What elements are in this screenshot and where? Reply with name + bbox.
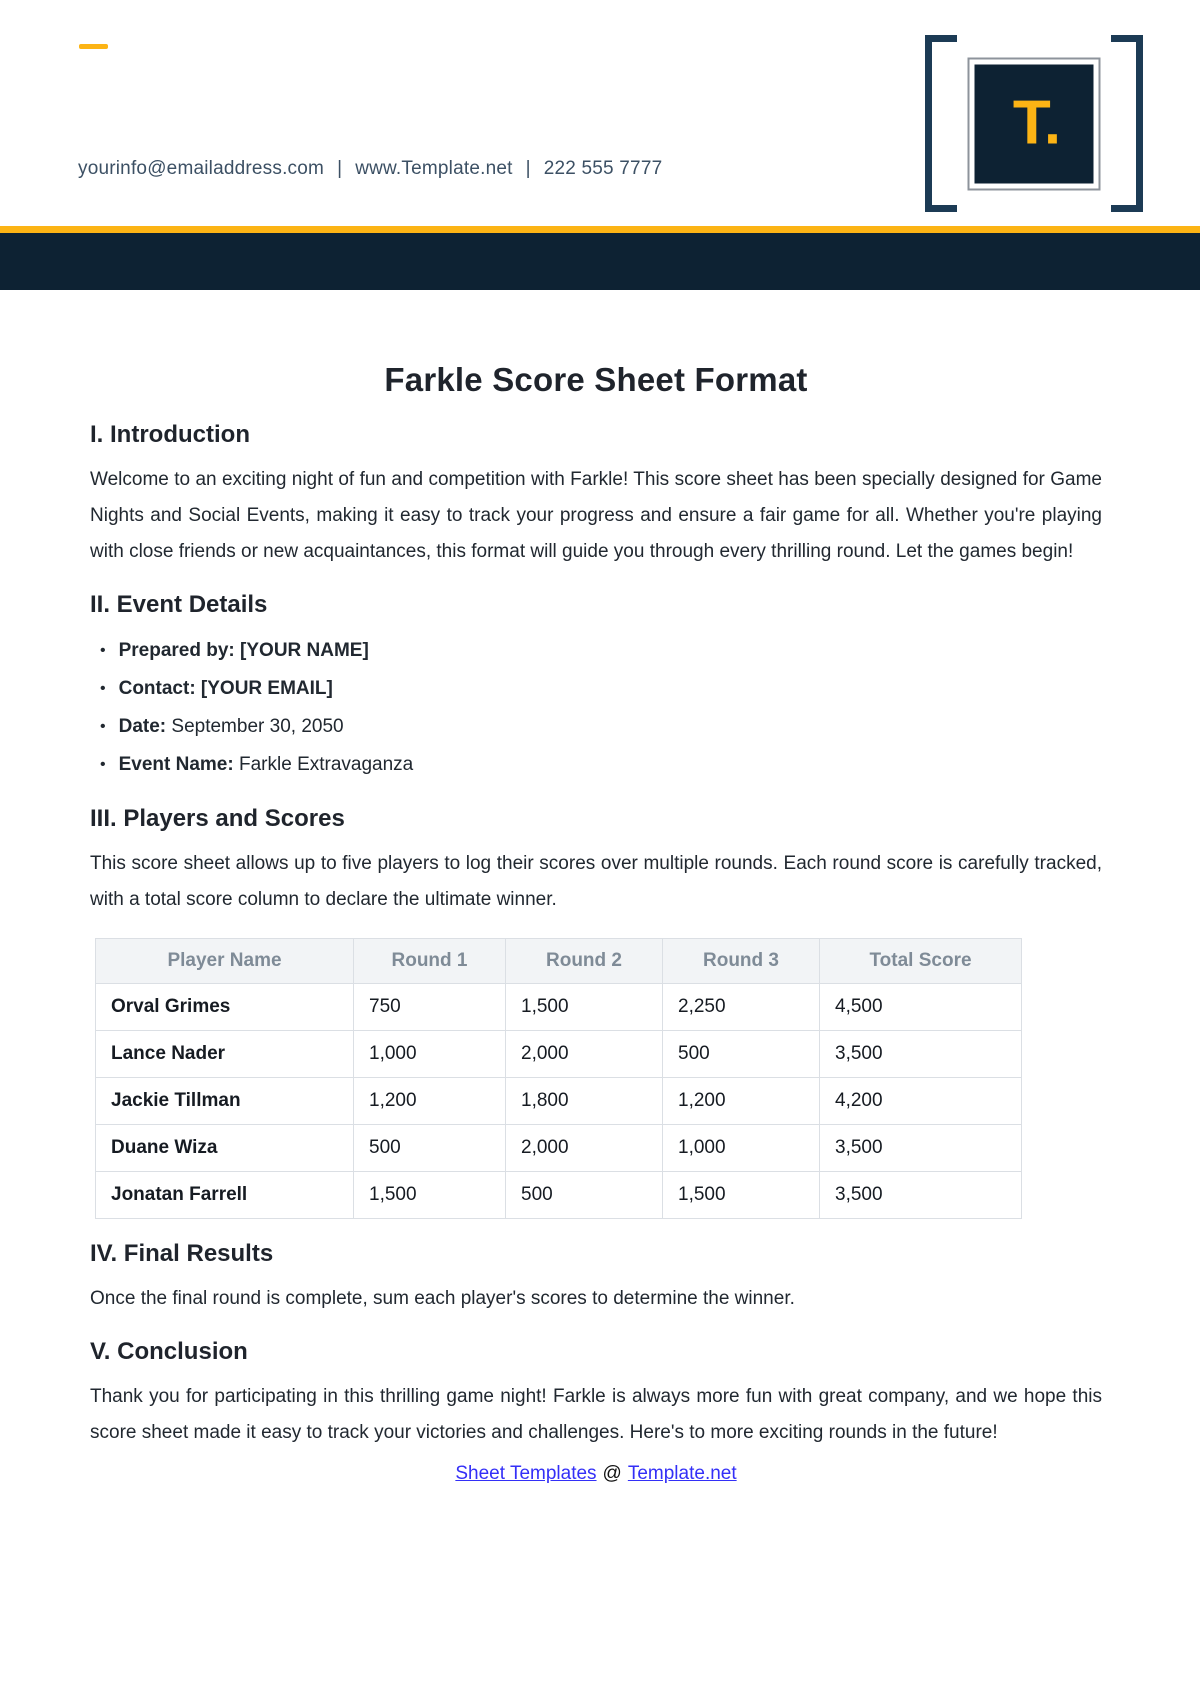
- table-row: [96, 1031, 1022, 1078]
- table-row: [96, 984, 1022, 1031]
- column-header-round-3: Round 3: [663, 939, 820, 984]
- cell-round-1: 1,500: [354, 1172, 506, 1219]
- logo-letter: T.: [1012, 88, 1062, 158]
- template-net-link[interactable]: Template.net: [627, 1463, 737, 1484]
- contact-separator: |: [337, 158, 343, 179]
- players-scores-paragraph: This score sheet allows up to five players to log their scores over multiple rounds. Each round score is carefully tracked, with a total score column to declare the ultimate winner.: [90, 853, 1102, 910]
- contact-line: [78, 158, 662, 180]
- brand-logo: [925, 35, 1143, 212]
- contact-website: www.Template.net: [355, 158, 513, 179]
- event-details-list: [90, 632, 1102, 784]
- contact-phone: 222 555 7777: [543, 158, 663, 179]
- section-heading-final-results: IV. Final Results: [90, 1240, 274, 1267]
- navy-divider-band: [0, 233, 1200, 290]
- yellow-divider-band: [0, 226, 1200, 233]
- cell-round-3: 1,500: [663, 1172, 820, 1219]
- cell-total-score: 3,500: [820, 1172, 1022, 1219]
- letterhead: [0, 0, 1200, 226]
- section-heading-conclusion: V. Conclusion: [90, 1338, 248, 1365]
- footer-at-text: @: [602, 1463, 622, 1484]
- column-header-player-name: Player Name: [96, 939, 354, 984]
- cell-round-2: 500: [506, 1172, 663, 1219]
- table-header-row: [96, 939, 1022, 984]
- section-heading-players-scores: III. Players and Scores: [90, 805, 345, 832]
- cell-round-1: 500: [354, 1125, 506, 1172]
- table-row: [96, 1125, 1022, 1172]
- cell-round-3: 2,250: [663, 984, 820, 1031]
- item-label: Prepared by: [YOUR NAME]: [118, 640, 369, 661]
- cell-player-name: Jonatan Farrell: [96, 1172, 354, 1219]
- column-header-total-score: Total Score: [820, 939, 1022, 984]
- logo-square: [968, 57, 1101, 190]
- cell-round-2: 2,000: [506, 1125, 663, 1172]
- cell-total-score: 4,500: [820, 984, 1022, 1031]
- page-title: Farkle Score Sheet Format: [384, 361, 808, 398]
- cell-round-3: 1,200: [663, 1078, 820, 1125]
- cell-total-score: 3,500: [820, 1031, 1022, 1078]
- item-label: Contact: [YOUR EMAIL]: [118, 678, 333, 699]
- section-heading-event-details: II. Event Details: [90, 591, 268, 618]
- footer: [90, 1463, 1102, 1485]
- list-item-prepared-by: [100, 632, 1102, 670]
- contact-email: yourinfo@emailaddress.com: [78, 158, 325, 179]
- cell-round-3: 500: [663, 1031, 820, 1078]
- list-item-event-name: [100, 746, 1102, 784]
- right-bracket-icon: [1111, 35, 1143, 212]
- accent-dash: [79, 44, 108, 49]
- item-label: Event Name:: [118, 754, 234, 775]
- table-row: [96, 1078, 1022, 1125]
- score-table: [95, 938, 1022, 1219]
- cell-player-name: Jackie Tillman: [96, 1078, 354, 1125]
- section-heading-introduction: I. Introduction: [90, 421, 250, 448]
- column-header-round-1: Round 1: [354, 939, 506, 984]
- list-item-date: [100, 708, 1102, 746]
- contact-separator: |: [525, 158, 531, 179]
- conclusion-paragraph: Thank you for participating in this thrilling game night! Farkle is always more fun with great company, and we hope this score sheet made it easy to track your victories and challenges. Here's to more exciting rounds in the future!: [90, 1386, 1102, 1443]
- cell-round-2: 1,500: [506, 984, 663, 1031]
- cell-total-score: 4,200: [820, 1078, 1022, 1125]
- table-row: [96, 1172, 1022, 1219]
- sheet-templates-link[interactable]: Sheet Templates: [455, 1463, 597, 1484]
- item-label: Date:: [118, 716, 167, 737]
- list-item-contact: [100, 670, 1102, 708]
- cell-round-1: 750: [354, 984, 506, 1031]
- introduction-paragraph: Welcome to an exciting night of fun and competition with Farkle! This score sheet has been specially designed for Game Nights and Social Events, making it easy to track your progress and ensure a fair game for all. Whether you're playing with close friends or new acquaintances, this format will guide you through every thrilling round. Let the games begin!: [90, 469, 1102, 562]
- cell-player-name: Duane Wiza: [96, 1125, 354, 1172]
- document-body: [90, 360, 1102, 1485]
- cell-round-3: 1,000: [663, 1125, 820, 1172]
- cell-round-2: 1,800: [506, 1078, 663, 1125]
- cell-round-1: 1,000: [354, 1031, 506, 1078]
- cell-player-name: Lance Nader: [96, 1031, 354, 1078]
- cell-round-2: 2,000: [506, 1031, 663, 1078]
- column-header-round-2: Round 2: [506, 939, 663, 984]
- item-value: September 30, 2050: [166, 716, 344, 737]
- logo-square-inner: [975, 64, 1094, 183]
- left-bracket-icon: [925, 35, 957, 212]
- final-results-paragraph: Once the final round is complete, sum each player's scores to determine the winner.: [90, 1288, 795, 1309]
- cell-round-1: 1,200: [354, 1078, 506, 1125]
- cell-player-name: Orval Grimes: [96, 984, 354, 1031]
- item-value: Farkle Extravaganza: [233, 754, 414, 775]
- cell-total-score: 3,500: [820, 1125, 1022, 1172]
